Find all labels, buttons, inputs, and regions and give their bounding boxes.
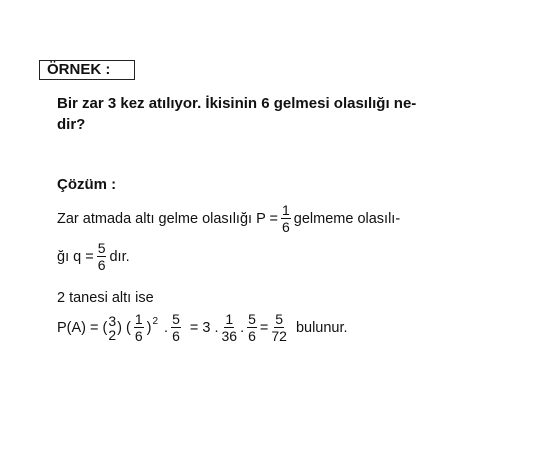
p-numerator: 1	[281, 202, 290, 218]
fraction-4	[247, 312, 257, 343]
fraction-1-den: 6	[134, 328, 143, 344]
equals-2: =	[259, 319, 269, 336]
fraction-1	[134, 312, 144, 343]
binomial	[108, 314, 116, 342]
q-numerator: 5	[97, 240, 106, 256]
example-label: ÖRNEK :	[39, 60, 135, 80]
q-text: ğı q =	[57, 248, 94, 265]
question-line-1: Bir zar 3 kez atılıyor. İkisinin 6 gelmesi olasılığı ne-	[57, 95, 417, 112]
dot-1: .	[164, 319, 169, 336]
fraction-3-den: 36	[221, 328, 238, 344]
condition-text: 2 tanesi altı ise	[57, 290, 154, 306]
binomial-bottom: 2	[108, 326, 117, 343]
binomial-top: 3	[108, 312, 117, 329]
formula-line	[57, 312, 348, 343]
fraction-2	[171, 312, 181, 343]
fraction-3	[222, 312, 238, 343]
equals-1: = 3 .	[189, 319, 219, 336]
p-text-after: gelmeme olasılı-	[293, 210, 401, 227]
fraction-2-den: 6	[172, 328, 180, 344]
q-text-after: dır.	[109, 248, 130, 265]
fraction-2-num: 5	[172, 311, 180, 327]
q-fraction	[97, 241, 107, 272]
fraction-5	[271, 312, 287, 343]
paren-mid: ) (	[117, 319, 131, 336]
fraction-4-num: 5	[248, 311, 256, 327]
fraction-3-num: 1	[225, 311, 234, 327]
fraction-1-num: 1	[134, 311, 143, 327]
paren-close: )	[146, 319, 152, 336]
fraction-5-num: 5	[275, 311, 284, 327]
p-text: Zar atmada altı gelme olasılığı P =	[57, 210, 278, 227]
probability-p-line	[57, 203, 400, 234]
result-text: bulunur.	[295, 319, 348, 336]
question-text	[57, 93, 416, 135]
q-denominator: 6	[97, 257, 106, 273]
condition-line	[57, 290, 154, 306]
question-line-2: dir?	[57, 116, 86, 133]
solution-heading: Çözüm :	[57, 176, 117, 193]
fraction-5-den: 72	[271, 328, 287, 344]
fraction-4-den: 6	[248, 328, 256, 344]
formula-lhs: P(A) = (	[57, 319, 108, 336]
p-denominator: 6	[281, 219, 290, 235]
p-fraction	[281, 203, 291, 234]
probability-q-line	[57, 241, 130, 272]
exponent: 2	[152, 316, 159, 327]
dot-2: .	[240, 319, 245, 336]
